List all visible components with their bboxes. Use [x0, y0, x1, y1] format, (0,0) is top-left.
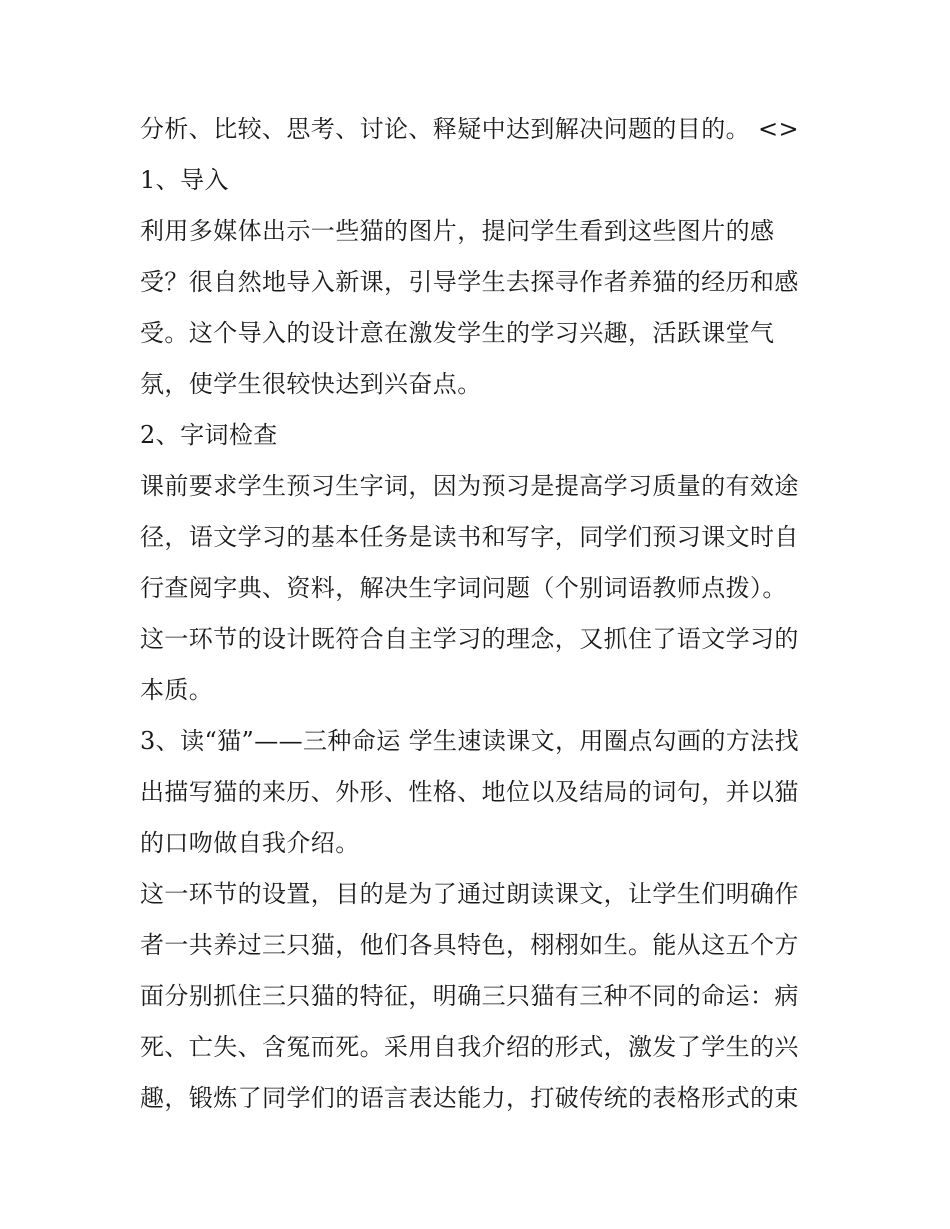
text-line: 利用多媒体出示一些猫的图片，提问学生看到这些图片的感 — [140, 217, 775, 245]
text-line: 受？很自然地导入新课，引导学生去探寻作者养猫的经历和感 — [140, 268, 799, 296]
section-heading-intro: 1、导入 — [140, 166, 229, 194]
document-body — [140, 104, 820, 1124]
text-line: 径，语文学习的基本任务是读书和写字，同学们预习课文时自 — [140, 523, 799, 551]
text-line: 的口吻做自我介绍。 — [140, 829, 360, 857]
section-heading-read-cat: 3、读“猫”——三种命运 学生速读课文，用圈点勾画的方法找 — [140, 727, 800, 755]
text-line: 课前要求学生预习生字词，因为预习是提高学习质量的有效途 — [140, 472, 799, 500]
text-line: 出描写猫的来历、外形、性格、地位以及结局的词句，并以猫 — [140, 778, 799, 806]
text-line: 死、亡失、含冤而死。采用自我介绍的形式，激发了学生的兴 — [140, 1033, 799, 1061]
text-line: 受。这个导入的设计意在激发学生的学习兴趣，活跃课堂气 — [140, 319, 775, 347]
text-line: 者一共养过三只猫，他们各具特色，栩栩如生。能从这五个方 — [140, 931, 799, 959]
text-line: 这一环节的设计既符合自主学习的理念，又抓住了语文学习的 — [140, 625, 799, 653]
text-line: 分析、比较、思考、讨论、释疑中达到解决问题的目的。 <> — [140, 115, 800, 143]
text-line: 趣，锻炼了同学们的语言表达能力，打破传统的表格形式的束 — [140, 1084, 799, 1112]
text-line: 氛，使学生很较快达到兴奋点。 — [140, 370, 482, 398]
text-line: 这一环节的设置，目的是为了通过朗读课文，让学生们明确作 — [140, 880, 799, 908]
text-line: 面分别抓住三只猫的特征，明确三只猫有三种不同的命运：病 — [140, 982, 799, 1010]
section-heading-vocab-check: 2、字词检查 — [140, 421, 278, 449]
text-line: 行查阅字典、资料，解决生字词问题（个别词语教师点拨）。 — [140, 574, 787, 602]
text-line: 本质。 — [140, 676, 214, 704]
